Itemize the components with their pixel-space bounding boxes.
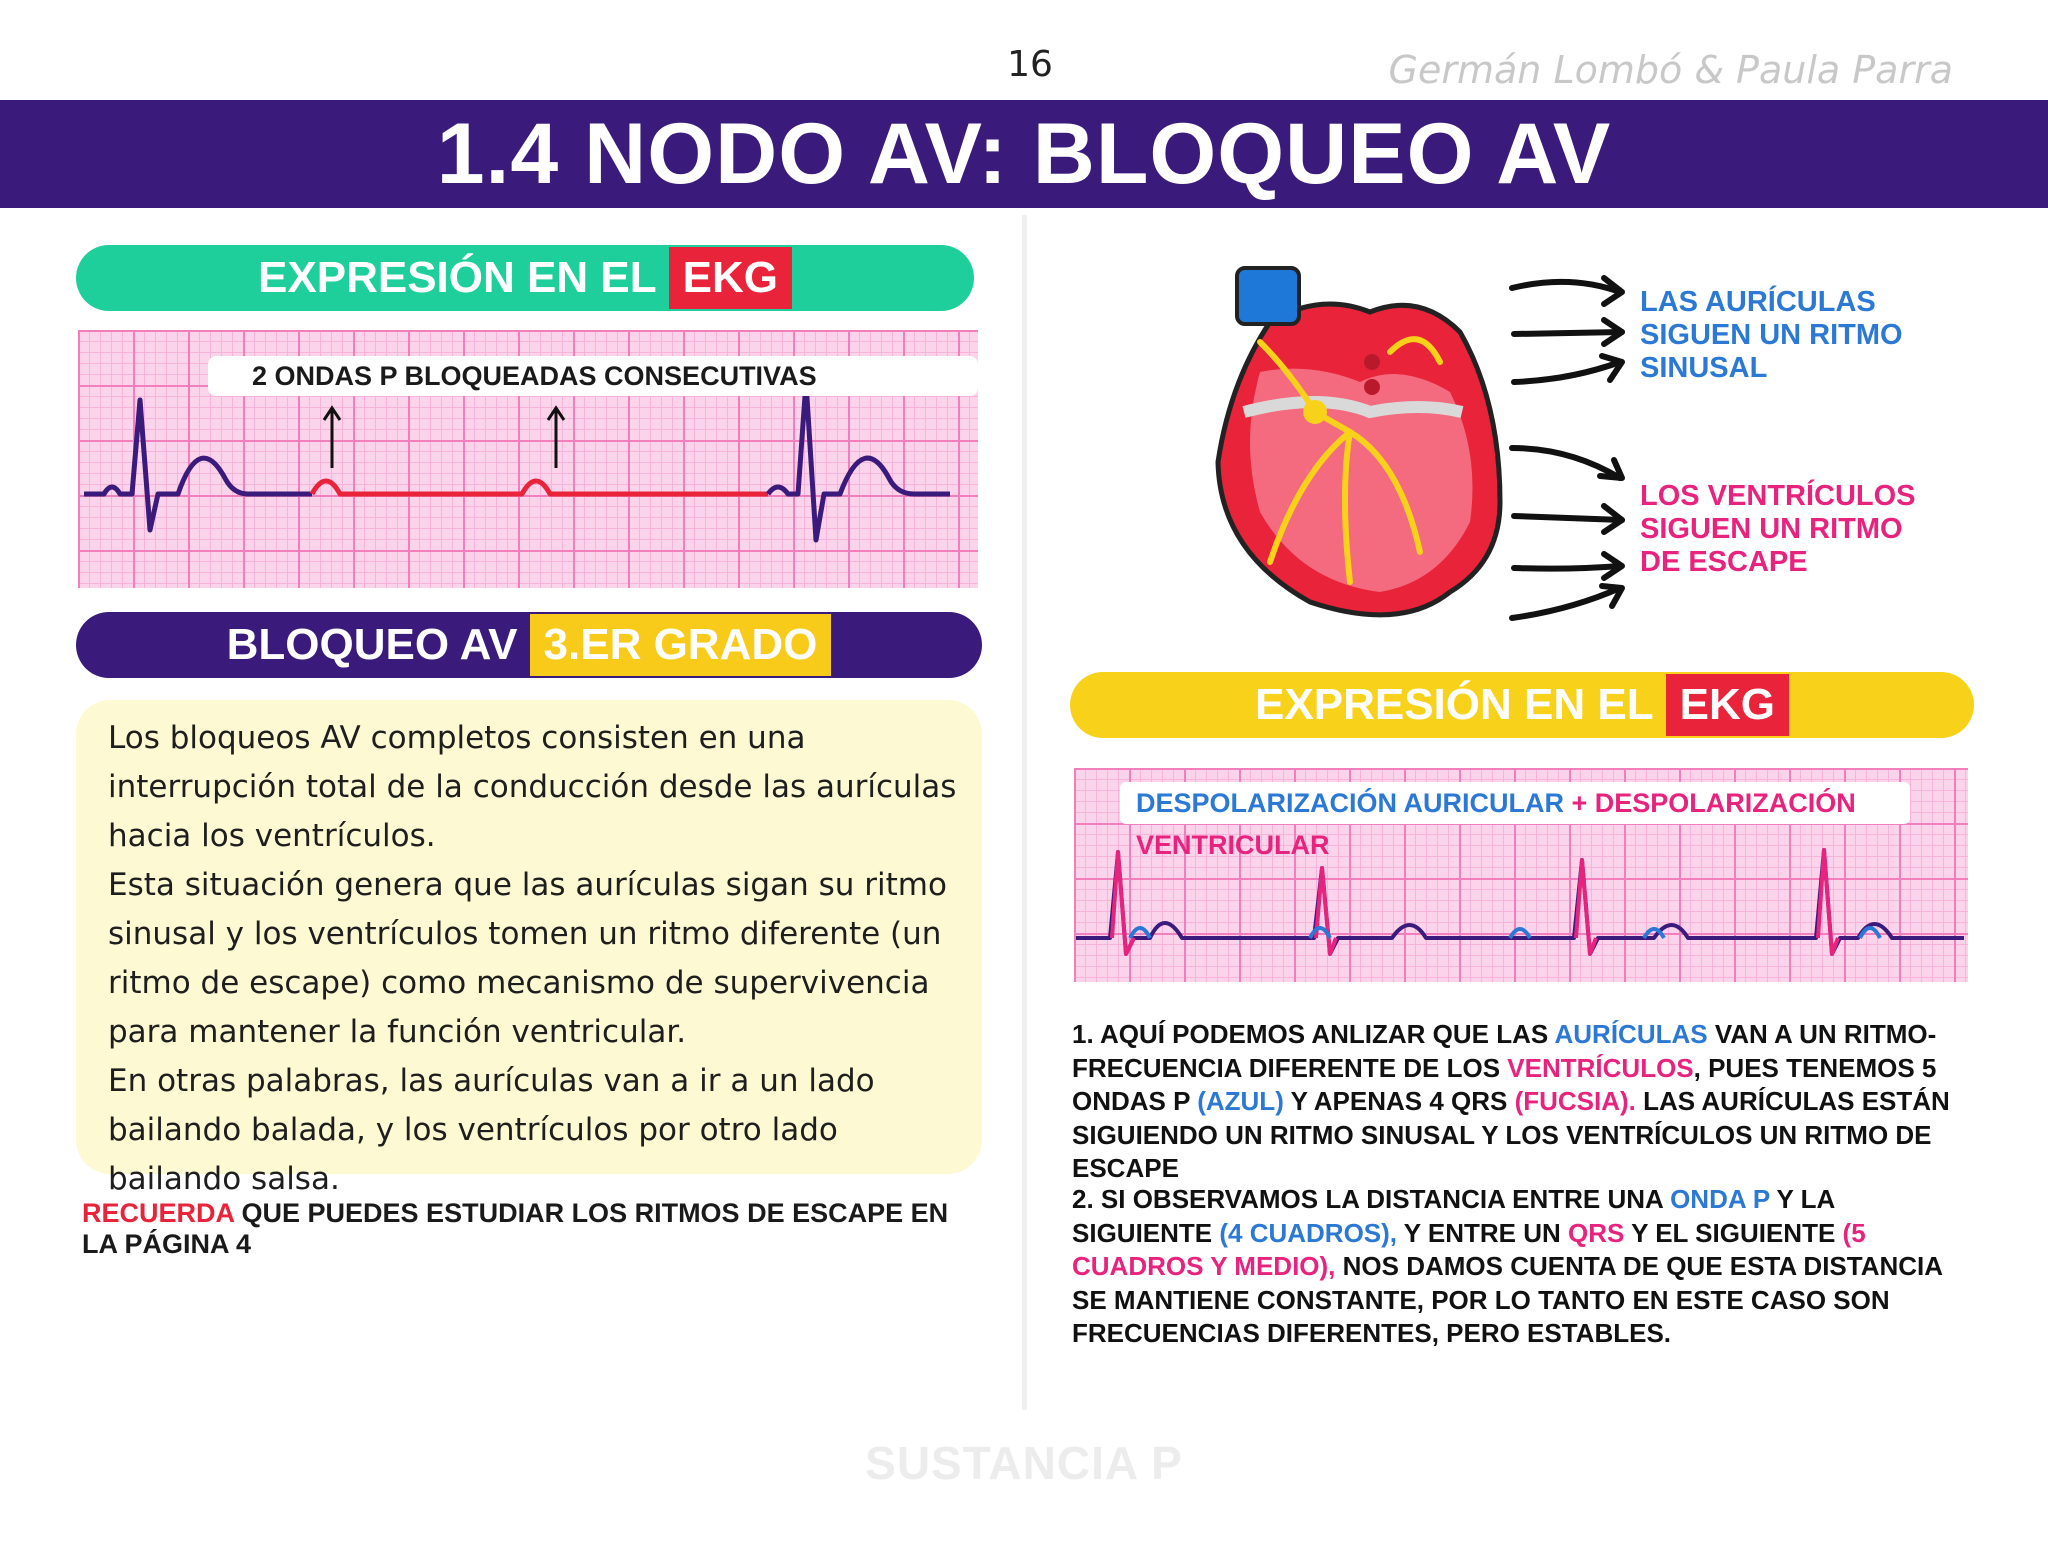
ekg-heading-text: EXPRESIÓN EN EL (1255, 680, 1654, 729)
atrial-depolarization-label: DESPOLARIZACIÓN AURICULAR (1136, 788, 1564, 818)
ekg-heading-right (1070, 672, 1974, 738)
analysis-paragraph-2 (1072, 1183, 1972, 1351)
text-run: NOS DAMOS CUENTA DE QUE ESTA DISTANCIA SE MANTIENE CONSTANTE, POR LO TANTO EN ESTE CASO SON FRECUENCIAS DIFERENTES, PERO ESTABLES. (1072, 1251, 1943, 1348)
text-run: Y EL SIGUIENTE (1624, 1217, 1843, 1248)
text-run-p-wave: ONDA P (1670, 1184, 1770, 1214)
watermark: SUSTANCIA P (865, 1437, 1183, 1489)
block-heading-text: BLOQUEO AV (226, 620, 518, 669)
arrows (1500, 270, 1640, 630)
atria-caption (1640, 286, 1903, 385)
text-run: 2. SI OBSERVAMOS LA DISTANCIA ENTRE UNA (1072, 1184, 1671, 1214)
analysis-paragraph-1 (1072, 1018, 1972, 1186)
atria-caption-line: LAS AURÍCULAS (1640, 286, 1876, 318)
text-run-atria: AURÍCULAS (1554, 1019, 1708, 1049)
text-run-fuchsia: (FUCSIA). (1514, 1086, 1636, 1116)
text-run-ventricles: VENTRÍCULOS (1507, 1052, 1694, 1083)
atria-caption-line: SIGUEN UN RITMO (1640, 319, 1903, 351)
ekg-heading-text: EXPRESIÓN EN EL (258, 253, 657, 302)
atria-caption-line: SINUSAL (1640, 352, 1768, 384)
block-heading (76, 612, 982, 678)
text-run-four-squares: (4 CUADROS), (1219, 1217, 1398, 1248)
page-number: 16 (1007, 44, 1053, 85)
text-run: , PUES TENEMOS 5 ONDAS P (1072, 1052, 1937, 1116)
ventricular-depolarization-label: DESPOLARIZACIÓN VENTRICULAR (1136, 788, 1856, 860)
ekg-heading-left (76, 245, 974, 311)
explanation-box (76, 700, 982, 1197)
remember-note (82, 1198, 982, 1260)
ekg-label-right (1120, 782, 1910, 860)
text-run-blue: (AZUL) (1197, 1086, 1284, 1116)
arrow-icons (1500, 270, 1640, 630)
text-run: VAN A UN RITMO-FRECUENCIA DIFERENTE DE LOS (1072, 1019, 1937, 1083)
block-heading-highlight: 3.ER GRADO (530, 614, 832, 676)
ekg-label-left: 2 ONDAS P BLOQUEADAS CONSECUTIVAS (208, 356, 978, 396)
authors: Germán Lombó & Paula Parra (1388, 48, 1953, 92)
remember-text: QUE PUEDES ESTUDIAR LOS RITMOS DE ESCAPE EN LA PÁGINA 4 (82, 1198, 949, 1259)
explanation-text: Los bloqueos AV completos consisten en una interrupción total de la conducción desde las aurículas hacia los ventrículos. Esta situación genera que las aurículas sigan su ritmo sinusal y los ventrículos tomen un ritmo diferente (un ritmo de escape) como mecanismo de supervivencia para mantener la función ventricular. En otras palabras, las aurículas van a ir a un lado bailando balada, y los ventrículos por otro lado bailando salsa. (108, 720, 957, 1197)
ventricle-caption-line: LOS VENTRÍCULOS (1640, 480, 1916, 512)
page-title: 1.4 NODO AV: BLOQUEO AV (436, 106, 1612, 202)
text-run: LAS AURÍCULAS ESTÁN SIGUIENDO UN RITMO SINUSAL Y LOS VENTRÍCULOS UN RITMO DE ESCAPE (1072, 1086, 1950, 1183)
page-gutter (1022, 215, 1027, 1410)
remember-prefix: RECUERDA (82, 1198, 235, 1228)
text-run-qrs: QRS (1568, 1217, 1625, 1248)
ventricle-caption-line: DE ESCAPE (1640, 546, 1808, 578)
text-run: 1. AQUÍ PODEMOS ANLIZAR QUE LAS (1072, 1019, 1555, 1049)
plus-sign: + (1564, 788, 1595, 818)
text-run: Y APENAS 4 QRS (1283, 1086, 1515, 1116)
text-run: Y ENTRE UN (1397, 1217, 1568, 1248)
text-run-five-half-squares: (5 CUADROS Y MEDIO), (1072, 1217, 1866, 1281)
text-run: Y LA SIGUIENTE (1072, 1184, 1835, 1248)
ventricle-caption-line: SIGUEN UN RITMO (1640, 513, 1903, 545)
ventricle-caption (1640, 480, 1916, 579)
ekg-heading-highlight: EKG (1666, 674, 1789, 736)
ekg-heading-highlight: EKG (669, 247, 792, 309)
